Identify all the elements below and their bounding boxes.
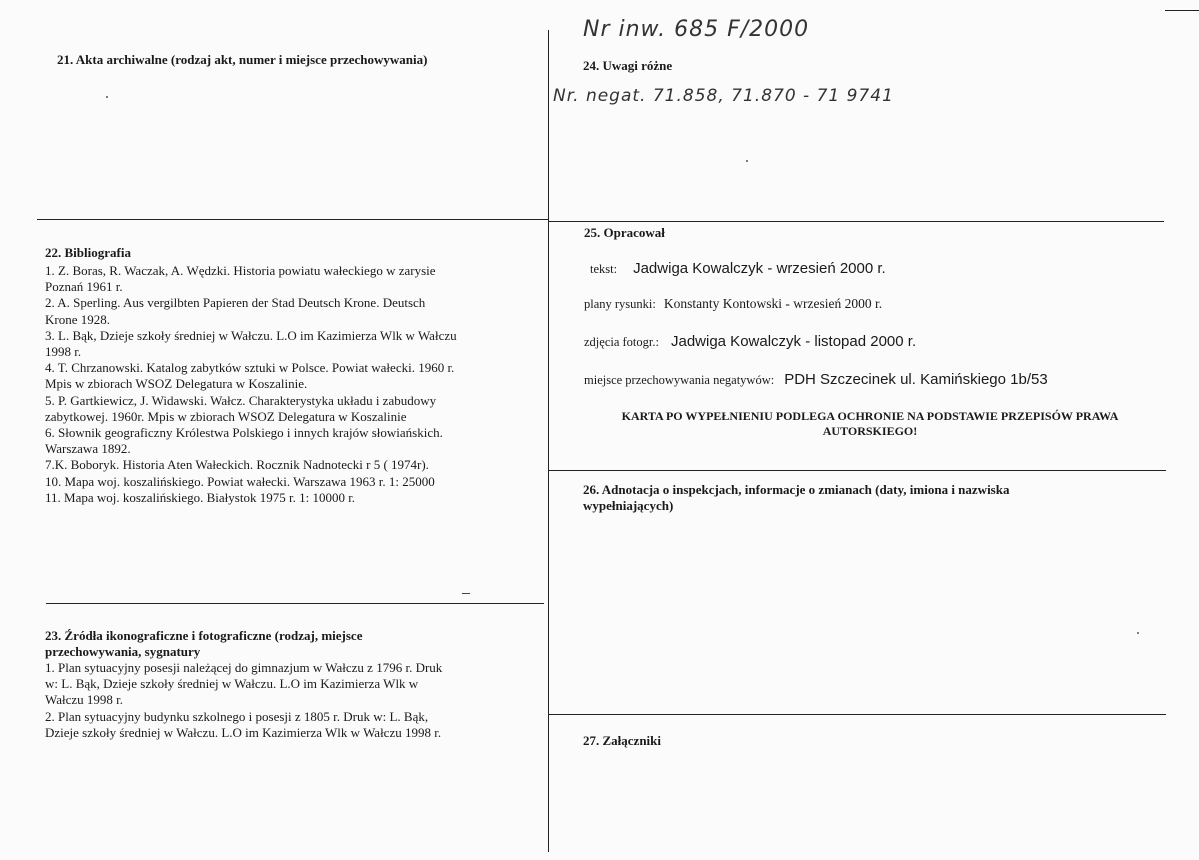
divider-22-23 [46,603,544,604]
section-23-title [45,628,362,660]
tekst-label: tekst: [590,262,618,276]
bibliography-line: Warszawa 1892. [45,441,131,457]
iconography-line: 1. Plan sytuacyjny posesji należącej do gimnazjum w Wałczu z 1796 r. Druk [45,660,443,675]
bibliography-line: 6. Słownik geograficzny Królestwa Polskiego i innych krajów słowiańskich. [45,425,443,441]
bibliography-line: 4. T. Chrzanowski. Katalog zabytków sztuki w Polsce. Powiat wałecki. 1960 r. [45,360,455,376]
plany-value: Konstanty Kontowski - wrzesień 2000 r. [663,296,883,311]
miejsce-label: miejsce przechowywania negatywów: [584,373,775,387]
bibliography-line: Poznań 1961 r. [45,279,123,295]
bibliography-line: Krone 1928. [45,311,110,327]
plany-label: plany rysunki: [584,297,656,311]
section-21-title: 21. Akta archiwalne (rodzaj akt, numer i miejsce przechowywania) [57,52,428,67]
section-26-title [583,482,1009,514]
top-edge-line [1165,10,1199,11]
copyright-warning-line: KARTA PO WYPEŁNIENIU PODLEGA OCHRONIE NA PODSTAWIE PRZEPISÓW PRAWA [621,409,1119,423]
divider-24-25 [548,221,1164,222]
negatives-numbers-handwritten: Nr. negat. 71.858, 71.870 - 71 9741 [553,86,894,106]
scan-mark [462,593,470,594]
iconography-line: w: L. Bąk, Dzieje szkoły średniej w Wałczu. L.O im Kazimierza Wlk w [45,676,419,692]
section-24-title: 24. Uwagi różne [583,58,673,73]
scan-speck [1137,632,1139,634]
miejsce-row [584,371,1048,389]
iconography-line: Wałczu 1998 r. [45,692,124,708]
section-25-title: 25. Opracował [584,225,665,240]
divider-26-27 [548,714,1166,715]
bibliography-line: 2. A. Sperling. Aus vergilbten Papieren der Stad Deutsch Krone. Deutsch [45,295,426,311]
bibliography-line: 1998 r. [45,344,82,360]
section-22-title: 22. Bibliografia [45,245,131,260]
bibliography-line: 11. Mapa woj. koszalińskiego. Białystok 1975 r. 1: 10000 r. [45,489,356,505]
zdjecia-row [584,333,916,351]
copyright-warning [560,409,1180,439]
zdjecia-label: zdjęcia fotogr.: [584,335,659,349]
bibliography-line: 5. P. Gartkiewicz, J. Widawski. Wałcz. Charakterystyka układu i zabudowy [45,392,437,408]
bibliography-line: 10. Mapa woj. koszalińskiego. Powiat wałecki. Warszawa 1963 r. 1: 25000 [45,473,435,489]
inventory-number-handwritten: Nr inw. 685 F/2000 [583,17,810,42]
plany-row [584,295,882,313]
tekst-row [590,260,886,278]
section-27-title: 27. Załączniki [583,733,662,748]
bibliography-line: 1. Z. Boras, R. Waczak, A. Wędzki. Historia powiatu wałeckiego w zarysie [45,263,436,278]
section-23-title-line: przechowywania, sygnatury [45,644,201,659]
bibliography-line: zabytkowej. 1960r. Mpis w zbiorach WSOZ Delegatura w Koszalinie [45,408,407,424]
bibliography-line: 7.K. Boboryk. Historia Aten Wałeckich. Rocznik Nadnotecki r 5 ( 1974r). [45,457,429,473]
bibliography-line: Mpis w zbiorach WSOZ Delegatura w Koszalinie. [45,376,308,392]
scan-speck [746,160,748,162]
tekst-value: Jadwiga Kowalczyk - wrzesień 2000 r. [633,260,886,277]
bibliography-list [45,263,525,506]
center-divider [548,30,549,852]
section-23-title-line: 23. Źródła ikonograficzne i fotograficzne (rodzaj, miejsce [45,628,363,643]
iconography-line: Dzieje szkoły średniej w Wałczu. L.O im Kazimierza Wlk w Wałczu 1998 r. [45,724,442,740]
iconography-line: 2. Plan sytuacyjny budynku szkolnego i posesji z 1805 r. Druk w: L. Bąk, [45,708,429,724]
iconography-list [45,660,515,741]
miejsce-value: PDH Szczecinek ul. Kamińskiego 1b/53 [784,371,1048,388]
divider-25-26 [548,470,1166,471]
copyright-warning-line: AUTORSKIEGO! [822,424,918,438]
scan-speck [106,96,108,98]
section-26-title-line: wypełniających) [583,498,674,513]
bibliography-line: 3. L. Bąk, Dzieje szkoły średniej w Wałczu. L.O im Kazimierza Wlk w Wałczu [45,327,457,343]
zdjecia-value: Jadwiga Kowalczyk - listopad 2000 r. [670,333,917,350]
divider-21-22 [37,219,548,220]
section-26-title-line: 26. Adnotacja o inspekcjach, informacje o zmianach (daty, imiona i nazwiska [583,482,1010,497]
